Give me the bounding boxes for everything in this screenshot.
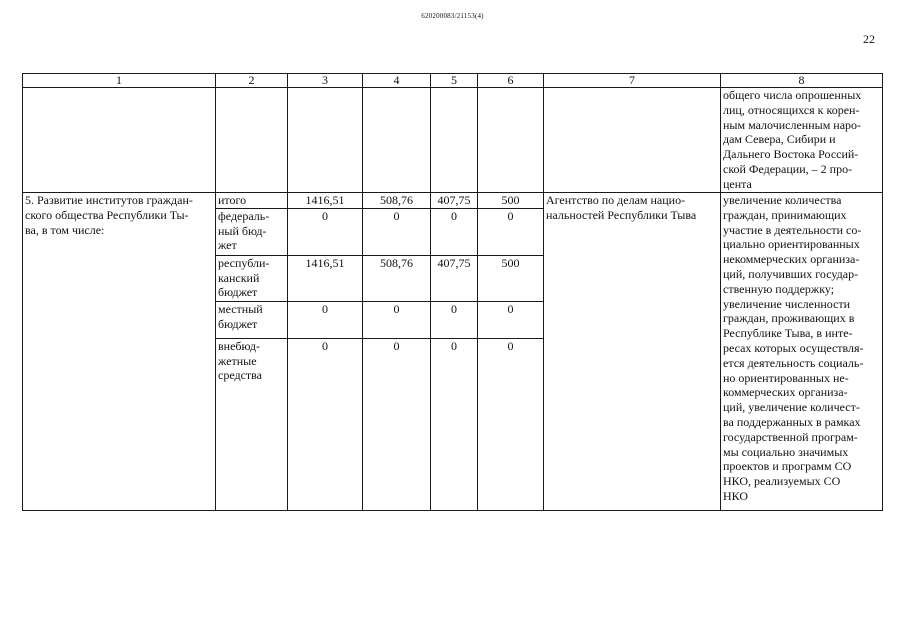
funding-value: 407,75 xyxy=(431,255,478,301)
empty-cell xyxy=(23,88,216,193)
responsible-executor: Агентство по делам нацио- нальностей Республики Тыва xyxy=(544,193,721,511)
column-number-4: 4 xyxy=(363,74,431,88)
funding-value: 0 xyxy=(363,208,431,255)
column-number-2: 2 xyxy=(216,74,288,88)
empty-cell xyxy=(288,88,363,193)
funding-value: 1416,51 xyxy=(288,193,363,209)
funding-value: 0 xyxy=(431,301,478,338)
funding-value: 0 xyxy=(478,301,544,338)
program-table xyxy=(22,73,883,511)
empty-cell xyxy=(478,88,544,193)
funding-value: 0 xyxy=(431,208,478,255)
funding-value: 0 xyxy=(478,208,544,255)
funding-value: 508,76 xyxy=(363,255,431,301)
empty-cell xyxy=(216,88,288,193)
funding-value: 0 xyxy=(288,338,363,510)
funding-value: 0 xyxy=(363,338,431,510)
continuation-row xyxy=(23,88,883,193)
column-number-8: 8 xyxy=(721,74,883,88)
funding-value: 0 xyxy=(478,338,544,510)
empty-cell xyxy=(363,88,431,193)
funding-source: федераль- ный бюд- жет xyxy=(216,208,288,255)
funding-value: 500 xyxy=(478,193,544,209)
empty-cell xyxy=(431,88,478,193)
funding-source: республи- канский бюджет xyxy=(216,255,288,301)
funding-row-total xyxy=(23,193,883,209)
column-number-7: 7 xyxy=(544,74,721,88)
funding-value: 500 xyxy=(478,255,544,301)
document-code: 620200083/21153(4) xyxy=(421,12,484,20)
funding-value: 0 xyxy=(363,301,431,338)
expected-results: увеличение количества граждан, принимающих участие в деятельности со- циально ориентированных некоммерческих организа- ций, получивших государ- ственную поддержку; увеличение численности граждан, проживающих в Республике Тыва, в инте- ресах которых осуществля- ется деятельность социаль- но ориентированных не- коммерческих организа- ций, увеличение количест- ва поддержанных в рамках государственной програм- мы социально значимых проектов и программ СО НКО, реализуемых СО НКО xyxy=(721,193,883,511)
funding-source: итого xyxy=(216,193,288,209)
page-number: 22 xyxy=(863,32,875,46)
funding-value: 407,75 xyxy=(431,193,478,209)
empty-cell xyxy=(544,88,721,193)
funding-value: 0 xyxy=(431,338,478,510)
funding-value: 0 xyxy=(288,301,363,338)
activity-name: 5. Развитие институтов граждан- ского общества Республики Ты- ва, в том числе: xyxy=(23,193,216,511)
column-number-3: 3 xyxy=(288,74,363,88)
target-indicator-continuation: общего числа опрошенных лиц, относящихся к корен- ным малочисленным наро- дам Севера, Сибири и Дальнего Востока Россий- ской Федерации, – 2 про- цента xyxy=(721,88,883,193)
funding-source: внебюд- жетные средства xyxy=(216,338,288,510)
funding-value: 508,76 xyxy=(363,193,431,209)
column-number-6: 6 xyxy=(478,74,544,88)
column-number-row xyxy=(23,74,883,88)
funding-value: 1416,51 xyxy=(288,255,363,301)
column-number-1: 1 xyxy=(23,74,216,88)
funding-source: местный бюджет xyxy=(216,301,288,338)
funding-value: 0 xyxy=(288,208,363,255)
column-number-5: 5 xyxy=(431,74,478,88)
